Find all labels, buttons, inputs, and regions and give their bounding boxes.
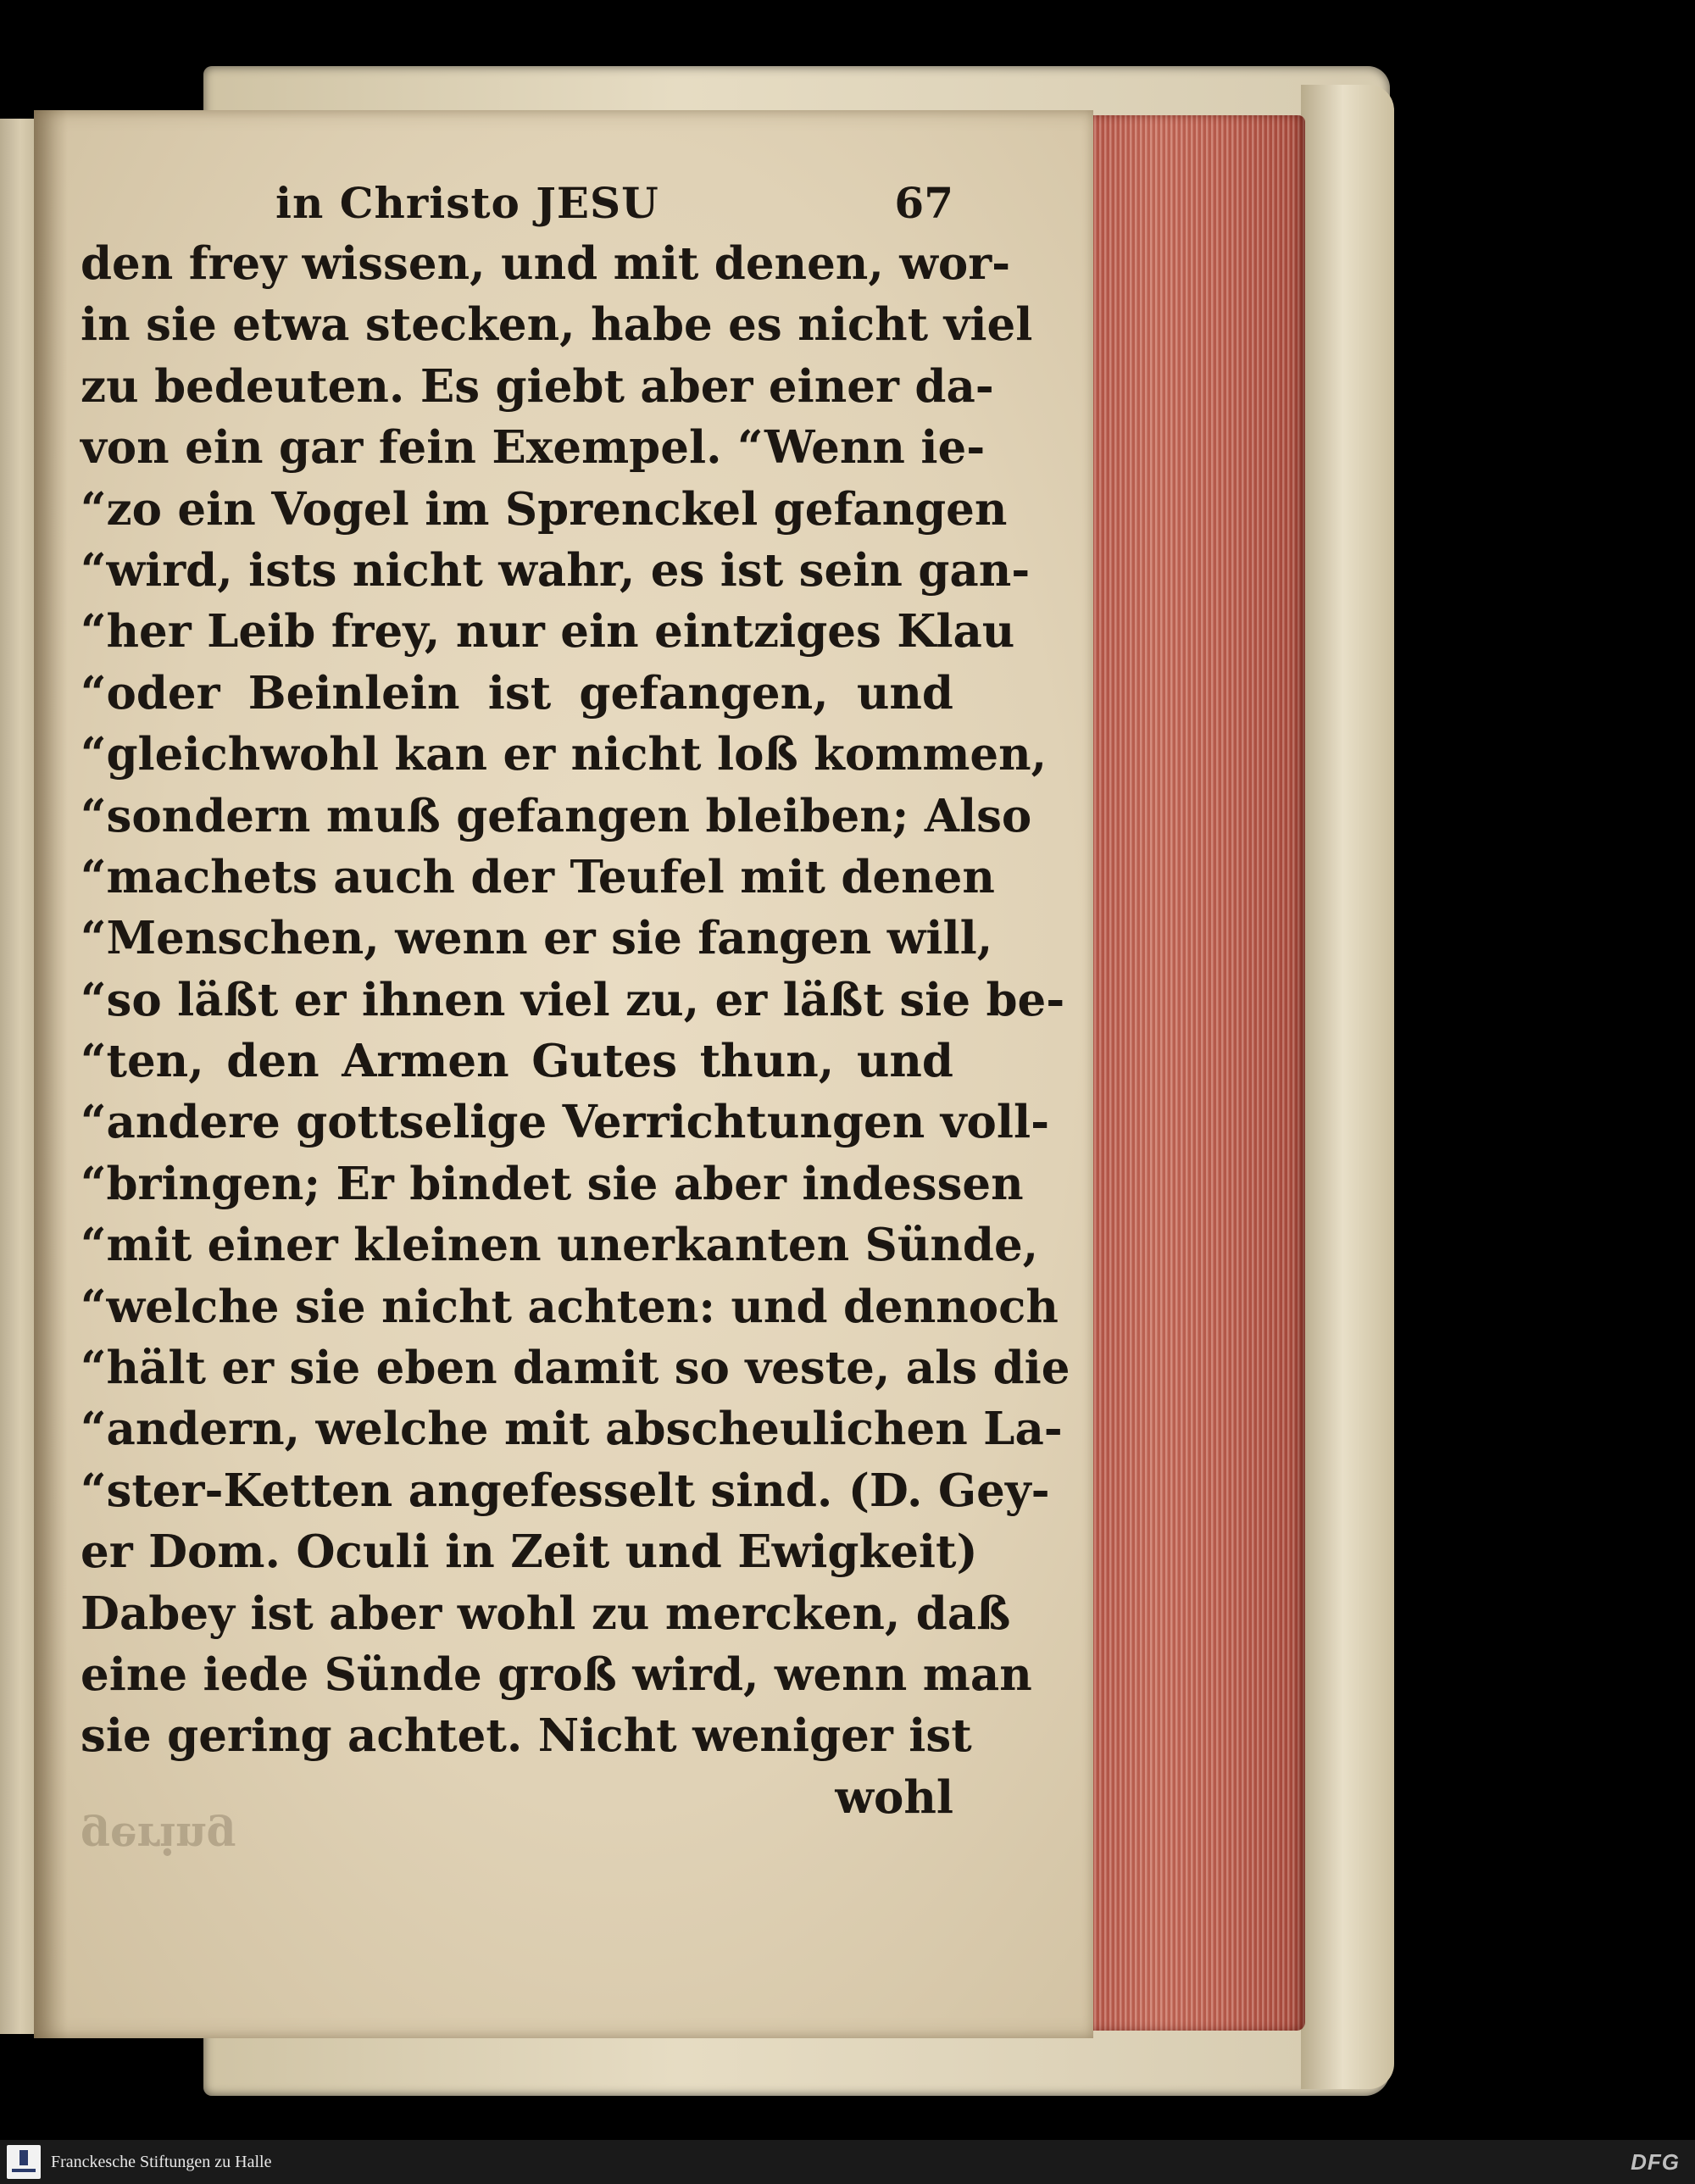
institution-logo-icon — [7, 2145, 41, 2179]
text-line: “bringen; Er bindet sie aber indessen — [81, 1157, 1024, 1210]
text-line: “her Leib frey, nur ein eintziges Klau — [81, 605, 1015, 659]
text-line: “ster-Ketten angefesselt sind. (D. Gey- — [81, 1464, 1050, 1517]
page-number: 67 — [894, 178, 953, 228]
text-line: “Menschen, wenn er sie fangen will, — [81, 912, 993, 965]
text-line: “zo ein Vogel im Sprenckel gefangen — [81, 482, 1008, 536]
cover-edge — [1301, 85, 1394, 2089]
page-text — [81, 174, 1070, 1828]
text-line: er Dom. Oculi in Zeit und Ewigkeit) — [81, 1525, 978, 1579]
text-line: “gleichwohl kan er nicht loß kommen, — [81, 728, 1048, 781]
text-line: “so läßt er ihnen viel zu, er läßt sie be- — [81, 973, 1065, 1026]
running-title: in Christo JESU — [275, 178, 659, 228]
text-line: von ein gar fein Exempel. “Wenn ie- — [81, 421, 986, 475]
gutter-shadow — [34, 110, 68, 2038]
text-line: “ten, den Armen Gutes thun, und — [81, 1035, 953, 1088]
footer-bar — [0, 2140, 1695, 2184]
text-line: Dabey ist aber wohl zu mercken, daß — [81, 1587, 1011, 1640]
text-line: “welche sie nicht achten: und dennoch — [81, 1280, 1059, 1333]
institution-name: Franckesche Stiftungen zu Halle — [51, 2153, 272, 2171]
catchword: wohl — [835, 1770, 953, 1824]
text-line: “machets auch der Teufel mit denen — [81, 850, 995, 903]
text-line: “sondern muß gefangen bleiben; Also — [81, 789, 1032, 842]
text-line: “hält er sie eben damit so veste, als die — [81, 1342, 1070, 1395]
running-head — [81, 174, 953, 233]
text-line: zu bedeuten. Es giebt aber einer da- — [81, 359, 994, 413]
text-line: in sie etwa stecken, habe es nicht viel — [81, 298, 1033, 352]
left-page-edge — [0, 119, 36, 2034]
text-line: den frey wissen, und mit denen, wor- — [81, 237, 1011, 290]
text-line: eine iede Sünde groß wird, wenn man — [81, 1648, 1032, 1701]
show-through-text: gering — [81, 1814, 236, 1864]
dfg-logo: DFG — [1631, 2149, 1680, 2175]
text-line: “mit einer kleinen unerkanten Sünde, — [81, 1219, 1039, 1272]
text-line: sie gering achtet. Nicht weniger ist — [81, 1709, 972, 1763]
red-fore-edge — [1089, 115, 1305, 2031]
text-line: “oder Beinlein ist gefangen, und — [81, 666, 953, 720]
text-line: “wird, ists nicht wahr, es ist sein gan- — [81, 543, 1031, 597]
text-line: “andern, welche mit abscheulichen La- — [81, 1403, 1063, 1456]
text-line: “andere gottselige Verrichtungen voll- — [81, 1096, 1050, 1149]
